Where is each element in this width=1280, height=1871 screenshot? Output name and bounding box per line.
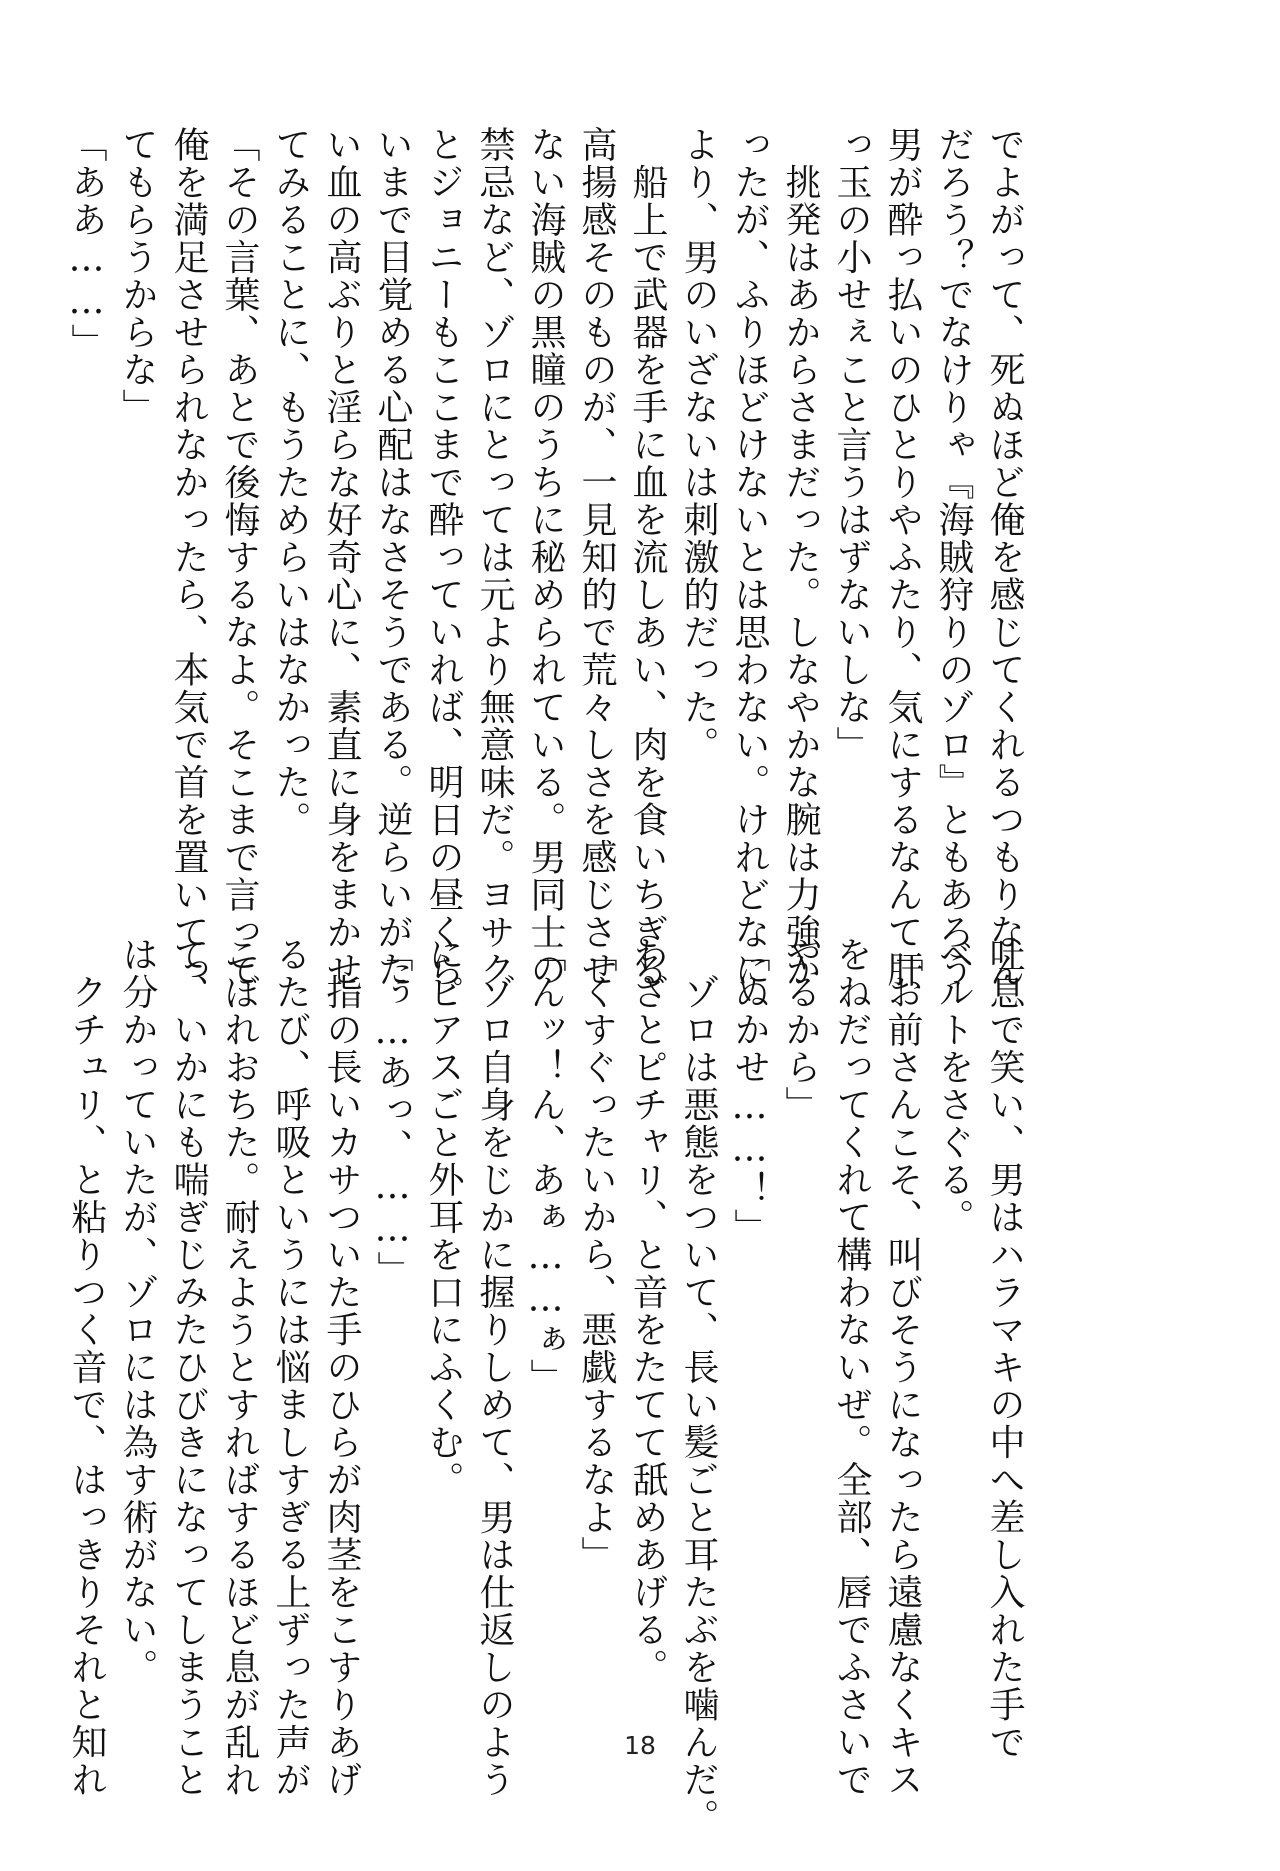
- text-line: 「くすぐったいから、悪戯するなよ」: [576, 936, 617, 1574]
- text-line: いまで目覚める心配はなさそうである。逆らいがた: [372, 126, 413, 989]
- text-line: だろう？でなけりゃ『海賊狩りのゾロ』ともあろう: [933, 126, 974, 989]
- text-line: 俺を満足させられなかったら、本気で首を置いてっ: [168, 126, 209, 989]
- text-line: ったが、ふりほどけないとは思わない。けれどなに: [729, 126, 770, 989]
- text-line: ない海賊の黒瞳のうちに秘められている。男同士の: [525, 126, 566, 989]
- text-column-block-top: [66, 126, 1030, 989]
- text-line: 「ぅ…あっ、……」: [372, 936, 413, 1289]
- text-line: にピアスごと外耳を口にふくむ。: [423, 936, 464, 1499]
- text-line: やるから」: [780, 936, 821, 1124]
- text-line: 「ぬかせ……！」: [729, 936, 770, 1246]
- text-line: てもらうからな」: [117, 126, 158, 426]
- text-line: 挑発はあからさまだった。しなやかな腕は力強か: [780, 126, 821, 989]
- text-line: ベルトをさぐる。: [933, 936, 974, 1236]
- text-line: 「お前さんこそ、叫びそうになったら遠慮なくキス: [882, 936, 923, 1799]
- text-line: クチュリ、と粘りつく音で、はっきりそれと知れ: [66, 936, 107, 1799]
- text-line: 男が酔っ払いのひとりやふたり、気にするなんて肝: [882, 126, 923, 989]
- text-line: 「その言葉、あとで後悔するなよ。そこまで言って: [219, 126, 260, 989]
- text-line: 高揚感そのものが、一見知的で荒々しさを感じさせ: [576, 126, 617, 989]
- text-line: て、いかにも喘ぎじみたひびきになってしまうこと: [168, 936, 209, 1799]
- text-line: こぼれおちた。耐えようとすればするほど息が乱れ: [219, 936, 260, 1799]
- text-line: 「ああ……」: [66, 126, 107, 361]
- text-line: い血の高ぶりと淫らな好奇心に、素直に身をまかせ: [321, 126, 362, 989]
- text-line: とジョニーもここまで酔っていれば、明日の昼くら: [423, 126, 464, 989]
- text-line: てみることに、もうためらいはなかった。: [270, 126, 311, 839]
- text-line: ゾロ自身をじかに握りしめて、男は仕返しのよう: [474, 936, 515, 1799]
- text-line: をねだってくれて構わないぜ。全部、唇でふさいで: [831, 936, 872, 1799]
- text-line: 禁忌など、ゾロにとっては元より無意味だ。ヨサク: [474, 126, 515, 989]
- text-line: るたび、呼吸というには悩ましすぎる上ずった声が: [270, 936, 311, 1799]
- text-line: 船上で武器を手に血を流しあい、肉を食いちぎる: [627, 126, 668, 989]
- text-line: でよがって、死ぬほど俺を感じてくれるつもりなん: [984, 126, 1025, 989]
- text-line: っ玉の小せぇこと言うはずないしな」: [831, 126, 872, 764]
- text-line: 吐息で笑い、男はハラマキの中へ差し入れた手で: [984, 936, 1025, 1761]
- text-line: は分かっていたが、ゾロには為す術がない。: [117, 936, 158, 1686]
- text-line: 指の長いカサついた手のひらが肉茎をこすりあげ: [321, 936, 362, 1799]
- text-line: 「んッ！ん、あぁ……ぁ」: [525, 936, 566, 1396]
- text-line: わざとピチャリ、と音をたてて舐めあげる。: [627, 936, 668, 1686]
- text-line: ゾロは悪態をついて、長い髪ごと耳たぶを噛んだ。: [678, 936, 719, 1836]
- page-number: 18: [624, 1731, 656, 1760]
- text-line: より、男のいざないは刺激的だった。: [678, 126, 719, 764]
